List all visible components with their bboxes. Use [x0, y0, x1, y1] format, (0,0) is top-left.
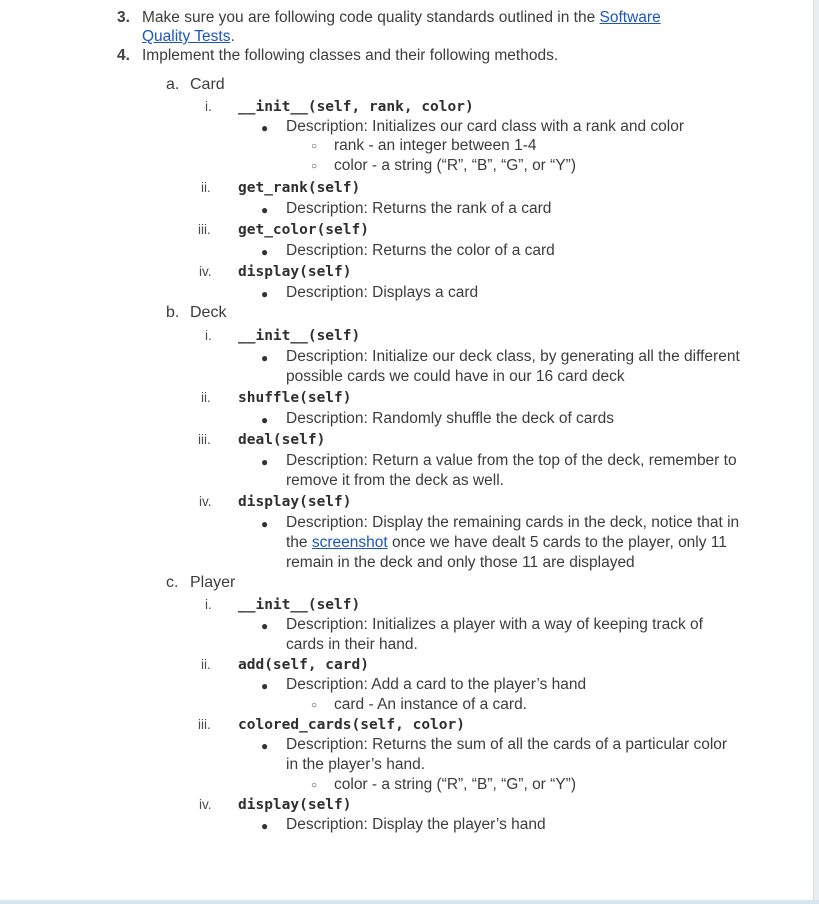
section-title-card: Card	[190, 76, 225, 93]
software-quality-tests-link-cont[interactable]: Quality Tests	[142, 28, 231, 45]
deck-m3-num: iii.	[198, 432, 211, 447]
card-init-signature: __init__(self, rank, color)	[238, 99, 474, 115]
player-display-signature: display(self)	[238, 797, 352, 813]
deck-m1-num: i.	[205, 328, 212, 343]
card-get-rank-signature: get_rank(self)	[238, 180, 361, 196]
deck-display-signature: display(self)	[238, 494, 352, 510]
software-quality-tests-link[interactable]: Software	[599, 9, 661, 26]
card-init-param-rank: rank - an integer between 1-4	[334, 137, 537, 154]
list-number-3: 3.	[117, 9, 130, 26]
card-m4-num: iv.	[199, 264, 212, 279]
item-3-tail: .	[230, 28, 235, 45]
bullet-icon: ●	[261, 517, 269, 531]
player-init-desc-line2: cards in their hand.	[286, 636, 418, 653]
deck-init-desc-line1: Description: Initialize our deck class, by generating all the different	[286, 348, 740, 365]
list-number-4: 4.	[117, 47, 130, 64]
player-display-desc: Description: Display the player’s hand	[286, 816, 546, 833]
card-m2-num: ii.	[201, 180, 211, 195]
player-colored-cards-param-color: color - a string (“R”, “B”, “G”, or “Y”)	[334, 776, 576, 793]
player-add-desc: Description: Add a card to the player’s hand	[286, 676, 587, 693]
card-init-desc: Description: Initializes our card class with a rank and color	[286, 118, 685, 135]
bullet-icon: ●	[261, 245, 269, 259]
circle-bullet-icon: ○	[311, 700, 318, 711]
deck-display-desc-line2	[286, 533, 727, 553]
screenshot-link[interactable]: screenshot	[311, 534, 388, 551]
bullet-icon: ●	[261, 287, 269, 301]
bullet-icon: ●	[261, 739, 269, 753]
section-letter-a: a.	[166, 76, 180, 93]
deck-display-desc-line3: remain in the deck and only those 11 are displayed	[286, 554, 635, 571]
card-get-color-signature: get_color(self)	[238, 222, 369, 238]
item-4-text: Implement the following classes and their following methods.	[142, 47, 559, 64]
deck-m4-num: iv.	[199, 494, 212, 509]
page-edge-bottom	[0, 900, 819, 904]
player-m3-num: iii.	[198, 717, 211, 732]
section-title-deck: Deck	[190, 304, 227, 321]
bullet-icon: ●	[261, 203, 269, 217]
deck-display-desc-line1: Description: Display the remaining cards in the deck, notice that in	[286, 514, 740, 531]
item-3-text-line2	[142, 27, 235, 47]
deck-init-signature: __init__(self)	[238, 328, 361, 344]
bullet-icon: ●	[261, 351, 269, 365]
deck-shuffle-desc: Description: Randomly shuffle the deck of cards	[286, 410, 614, 427]
deck-init-desc-line2: possible cards we could have in our 16 card deck	[286, 368, 625, 385]
section-title-player: Player	[190, 574, 236, 591]
deck-deal-desc-line1: Description: Return a value from the top of the deck, remember to	[286, 452, 737, 469]
circle-bullet-icon: ○	[311, 780, 318, 791]
item-3-text	[142, 8, 661, 28]
player-init-signature: __init__(self)	[238, 597, 361, 613]
bullet-icon: ●	[261, 619, 269, 633]
card-m1-num: i.	[205, 99, 212, 114]
deck-m2-num: ii.	[201, 390, 211, 405]
item-3-text-main: Make sure you are following code quality standards outlined in the	[142, 9, 600, 26]
player-m4-num: iv.	[199, 797, 212, 812]
deck-deal-signature: deal(self)	[238, 432, 326, 448]
card-init-param-color: color - a string (“R”, “B”, “G”, or “Y”)	[334, 157, 576, 174]
deck-deal-desc-line2: remove it from the deck as well.	[286, 472, 504, 489]
player-colored-cards-desc-line1: Description: Returns the sum of all the cards of a particular color	[286, 736, 728, 753]
card-display-desc: Description: Displays a card	[286, 284, 479, 301]
player-init-desc-line1: Description: Initializes a player with a way of keeping track of	[286, 616, 703, 633]
deck-display-desc-pre: the	[286, 534, 312, 551]
deck-shuffle-signature: shuffle(self)	[238, 390, 352, 406]
deck-display-desc-post: once we have dealt 5 cards to the player, only 11	[387, 534, 727, 551]
card-get-color-desc: Description: Returns the color of a card	[286, 242, 555, 259]
circle-bullet-icon: ○	[311, 141, 318, 152]
page-edge-right	[813, 0, 819, 904]
bullet-icon: ●	[261, 455, 269, 469]
player-add-signature: add(self, card)	[238, 657, 369, 673]
circle-bullet-icon: ○	[311, 161, 318, 172]
bullet-icon: ●	[261, 819, 269, 833]
player-colored-cards-desc-line2: in the player’s hand.	[286, 756, 426, 773]
card-display-signature: display(self)	[238, 264, 352, 280]
card-get-rank-desc: Description: Returns the rank of a card	[286, 200, 552, 217]
section-letter-b: b.	[166, 304, 180, 321]
player-m2-num: ii.	[201, 657, 211, 672]
bullet-icon: ●	[261, 413, 269, 427]
bullet-icon: ●	[261, 679, 269, 693]
player-add-param-card: card - An instance of a card.	[334, 696, 527, 713]
player-colored-cards-signature: colored_cards(self, color)	[238, 717, 465, 733]
bullet-icon: ●	[261, 121, 269, 135]
player-m1-num: i.	[205, 597, 212, 612]
card-m3-num: iii.	[198, 222, 211, 237]
section-letter-c: c.	[166, 574, 179, 591]
